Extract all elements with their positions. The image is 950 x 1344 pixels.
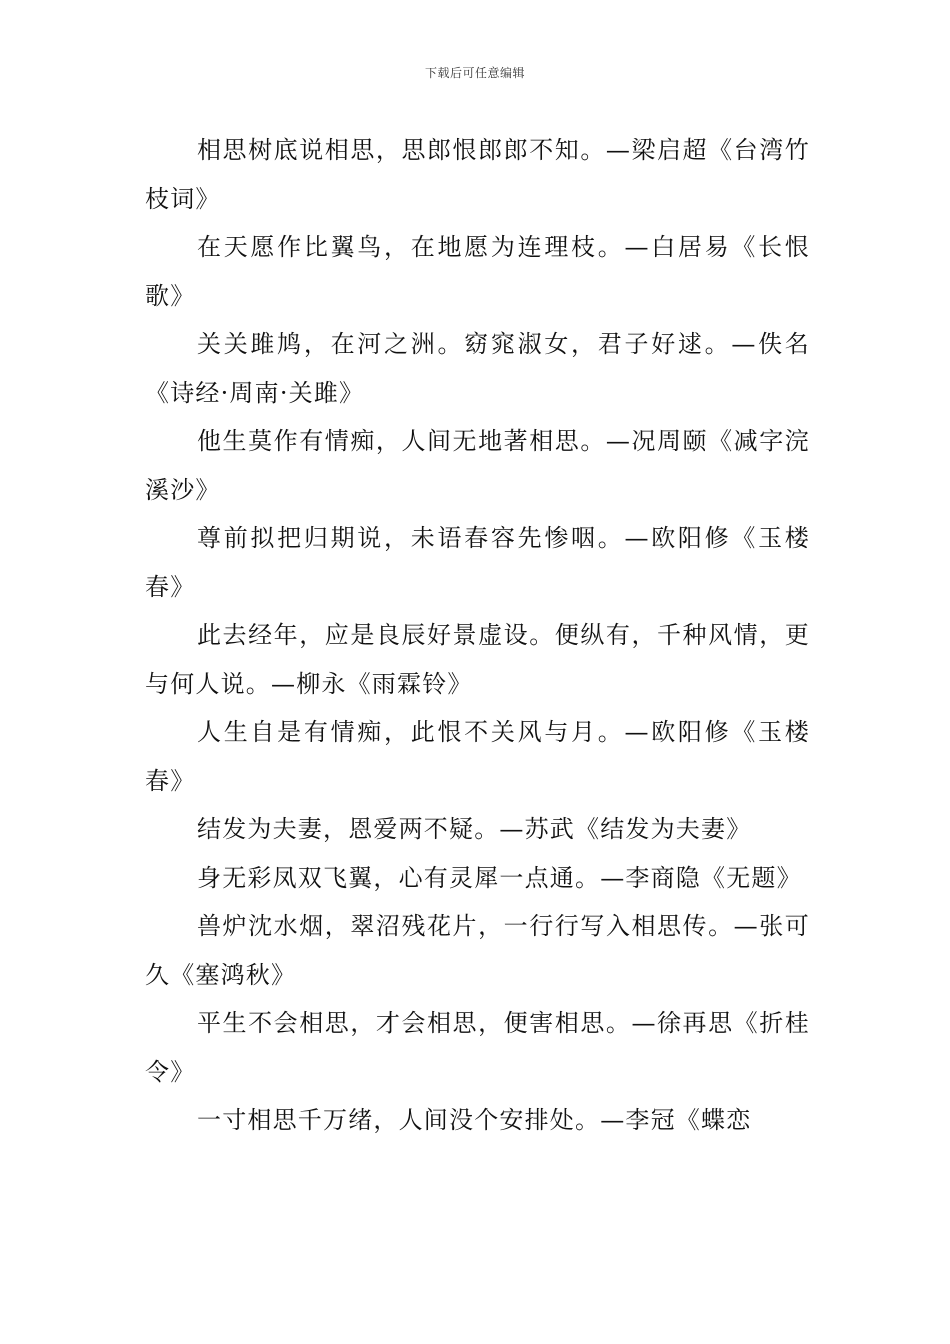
paragraph: 在天愿作比翼鸟，在地愿为连理枝。—白居易《长恨歌》 — [145, 233, 810, 310]
paragraph: 他生莫作有情痴，人间无地著相思。—况周颐《减字浣溪沙》 — [145, 427, 810, 504]
paragraph: 一寸相思千万绪，人间没个安排处。—李冠《蝶恋 — [197, 1106, 752, 1134]
paragraph: 关关雎鸠，在河之洲。窈窕淑女，君子好逑。—佚名《诗经·周南·关雎》 — [145, 330, 810, 407]
paragraph: 尊前拟把归期说，未语春容先惨咽。—欧阳修《玉楼春》 — [145, 524, 810, 601]
paragraph: 人生自是有情痴，此恨不关风与月。—欧阳修《玉楼春》 — [145, 718, 810, 795]
paragraph: 相思树底说相思，思郎恨郎郎不知。—梁启超《台湾竹枝词》 — [145, 136, 810, 213]
page-header: 下载后可任意编辑 — [424, 66, 525, 80]
paragraph: 结发为夫妻，恩爱两不疑。—苏武《结发为夫妻》 — [197, 815, 752, 843]
document-body — [145, 126, 810, 1145]
paragraph: 身无彩凤双飞翼，心有灵犀一点通。—李商隐《无题》 — [197, 863, 802, 892]
paragraph: 兽炉沈水烟，翠沼残花片，一行行写入相思传。—张可久《塞鸿秋》 — [145, 912, 810, 989]
paragraph: 平生不会相思，才会相思，便害相思。—徐再思《折桂令》 — [145, 1009, 810, 1086]
paragraph: 此去经年，应是良辰好景虚设。便纵有，千种风情，更与何人说。—柳永《雨霖铃》 — [145, 621, 810, 698]
